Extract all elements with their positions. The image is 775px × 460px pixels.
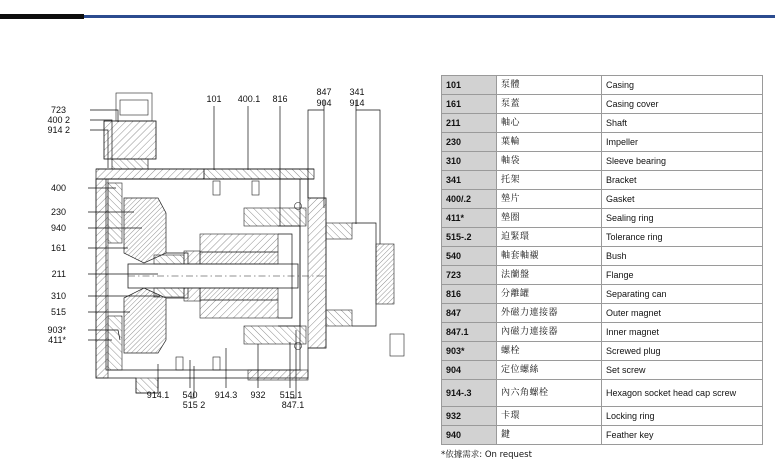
table-row <box>442 266 763 285</box>
part-name-en: Bracket <box>602 171 763 190</box>
table-row <box>442 152 763 171</box>
table-row <box>442 171 763 190</box>
part-name-en: Shaft <box>602 114 763 133</box>
part-name-cn: 法蘭盤 <box>497 266 602 285</box>
parts-legend-table <box>441 75 763 445</box>
part-name-cn: 卡環 <box>497 407 602 426</box>
part-code: 540 <box>442 247 497 266</box>
part-name-cn: 軸袋 <box>497 152 602 171</box>
part-code: 211 <box>442 114 497 133</box>
part-name-cn: 定位螺絲 <box>497 361 602 380</box>
parts-legend <box>441 75 763 460</box>
table-row <box>442 285 763 304</box>
callout-515-2: 515 2 <box>182 400 206 410</box>
part-name-en: Flange <box>602 266 763 285</box>
part-name-en: Feather key <box>602 426 763 445</box>
table-row <box>442 228 763 247</box>
callout-847-1: 847.1 <box>281 400 305 410</box>
part-code: 101 <box>442 76 497 95</box>
part-name-cn: 軸套軸襯 <box>497 247 602 266</box>
part-name-en: Sealing ring <box>602 209 763 228</box>
callout-816: 816 <box>272 94 288 104</box>
part-name-cn: 外磁力連接器 <box>497 304 602 323</box>
callout-515-1: 515.1 <box>279 390 303 400</box>
table-row <box>442 95 763 114</box>
callout-904: 904 <box>316 98 332 108</box>
part-code: 230 <box>442 133 497 152</box>
part-code: 310 <box>442 152 497 171</box>
part-name-en: Casing cover <box>602 95 763 114</box>
table-row <box>442 407 763 426</box>
callout-400: 400 <box>50 183 66 193</box>
part-code: 914-.3 <box>442 380 497 407</box>
table-row <box>442 190 763 209</box>
callout-230: 230 <box>50 207 66 217</box>
part-code: 940 <box>442 426 497 445</box>
part-name-en: Gasket <box>602 190 763 209</box>
top-rule-black-segment <box>0 14 84 19</box>
part-code: 904 <box>442 361 497 380</box>
callout-341: 341 <box>349 87 365 97</box>
part-code: 411* <box>442 209 497 228</box>
part-name-en: Set screw <box>602 361 763 380</box>
callout-914-3: 914.3 <box>214 390 238 400</box>
callout-940: 940 <box>50 223 66 233</box>
casing-left-section <box>96 179 122 378</box>
table-row <box>442 361 763 380</box>
callout-932: 932 <box>250 390 266 400</box>
callout-847: 847 <box>316 87 332 97</box>
part-name-en: Bush <box>602 247 763 266</box>
part-name-cn: 墊片 <box>497 190 602 209</box>
part-code: 515-.2 <box>442 228 497 247</box>
top-flange <box>96 169 314 179</box>
part-code: 341 <box>442 171 497 190</box>
part-name-en: Inner magnet <box>602 323 763 342</box>
callout-515: 515 <box>50 307 66 317</box>
top-rule <box>0 14 775 19</box>
table-row <box>442 380 763 407</box>
part-name-en: Casing <box>602 76 763 95</box>
part-code: 847.1 <box>442 323 497 342</box>
table-row <box>442 342 763 361</box>
part-name-en: Impeller <box>602 133 763 152</box>
callout-914-2: 914 2 <box>47 125 70 135</box>
part-name-en: Screwed plug <box>602 342 763 361</box>
pump-cross-section-drawing <box>8 48 428 410</box>
part-name-en: Separating can <box>602 285 763 304</box>
part-name-cn: 泵蓋 <box>497 95 602 114</box>
callout-211: 211 <box>51 269 66 279</box>
table-row <box>442 304 763 323</box>
table-row <box>442 323 763 342</box>
table-row <box>442 247 763 266</box>
table-row <box>442 76 763 95</box>
callout-101: 101 <box>206 94 222 104</box>
part-code: 816 <box>442 285 497 304</box>
callout-540: 540 <box>182 390 198 400</box>
part-code: 932 <box>442 407 497 426</box>
part-code: 723 <box>442 266 497 285</box>
part-code: 847 <box>442 304 497 323</box>
callout-914-1: 914.1 <box>146 390 170 400</box>
part-name-cn: 托架 <box>497 171 602 190</box>
part-name-cn: 鍵 <box>497 426 602 445</box>
part-name-cn: 軸心 <box>497 114 602 133</box>
callout-161: 161 <box>50 243 66 253</box>
part-name-cn: 墊圈 <box>497 209 602 228</box>
callout-411: 411* <box>48 335 66 345</box>
table-row <box>442 114 763 133</box>
part-name-cn: 泵體 <box>497 76 602 95</box>
callout-400-1: 400.1 <box>237 94 261 104</box>
callout-914: 914 <box>349 98 365 108</box>
table-row <box>442 209 763 228</box>
part-code: 400/.2 <box>442 190 497 209</box>
part-name-cn: 分離罐 <box>497 285 602 304</box>
table-row <box>442 426 763 445</box>
part-name-en: Tolerance ring <box>602 228 763 247</box>
top-rule-blue-segment <box>84 15 775 18</box>
part-name-cn: 螺栓 <box>497 342 602 361</box>
part-name-en: Locking ring <box>602 407 763 426</box>
part-name-cn: 葉輪 <box>497 133 602 152</box>
callout-310: 310 <box>50 291 66 301</box>
legend-footnote: *依據需求: On request <box>441 450 532 460</box>
part-name-en: Outer magnet <box>602 304 763 323</box>
callout-400-2: 400 2 <box>47 115 70 125</box>
table-row <box>442 133 763 152</box>
shaft <box>128 264 326 288</box>
part-name-cn: 迫緊環 <box>497 228 602 247</box>
part-name-cn: 內磁力連接器 <box>497 323 602 342</box>
parts-legend-body <box>442 76 763 445</box>
part-name-en: Sleeve bearing <box>602 152 763 171</box>
part-code: 161 <box>442 95 497 114</box>
part-code: 903* <box>442 342 497 361</box>
part-name-en: Hexagon socket head cap screw <box>602 380 763 407</box>
part-name-cn: 內六角螺栓 <box>497 380 602 407</box>
callout-903: 903* <box>47 325 66 335</box>
pump-assembly <box>96 93 404 393</box>
callout-723: 723 <box>50 105 66 115</box>
